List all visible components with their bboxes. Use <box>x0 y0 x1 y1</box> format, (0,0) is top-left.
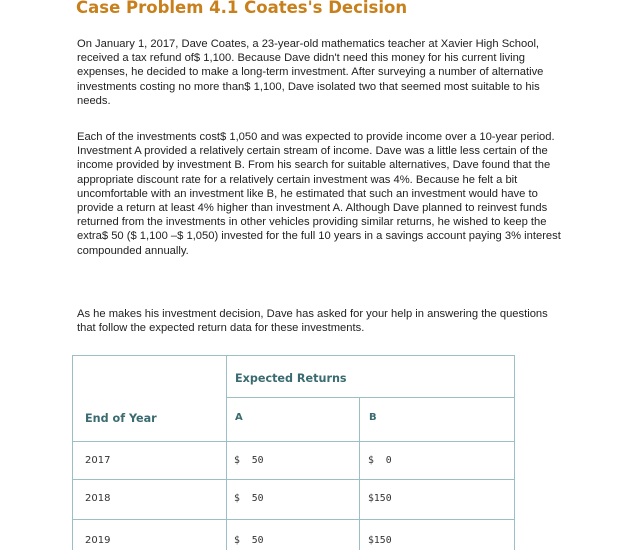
expected-returns-header: Expected Returns <box>235 372 347 385</box>
column-b-header: B <box>369 412 377 423</box>
column-a-header: A <box>235 412 243 423</box>
table-rule <box>72 441 515 442</box>
paragraph-investments: Each of the investments cost$ 1,050 and was expected to provide income over a 10-year period. Investment A provided a relatively certain stream of income. Dave was a little less certain of the income provided by investment B. From his search for suitable alternatives, Dave found that the appropriate discount rate for a relatively certain investment was 4%. Because he felt a bit uncomfortable with an investment like B, he estimated that such an investment would have to provide a return at least 4% higher than investment A. Although Dave planned to reinvest funds returned from the investments in other vehicles providing similar returns, he wished to keep the extra$ 50 ($ 1,100 –$ 1,050) invested for the full 10 years in a savings account paying 3% interest compounded annually. <box>77 131 561 257</box>
table-row-value-a: $ 50 <box>234 455 264 466</box>
end-of-year-header: End of Year <box>85 412 157 425</box>
table-row-year: 2017 <box>85 455 111 466</box>
table-row-value-b: $ 0 <box>368 455 392 466</box>
table-row-year: 2019 <box>85 535 111 546</box>
page-title: Case Problem 4.1 Coates's Decision <box>76 0 408 17</box>
paragraph-intro: On January 1, 2017, Dave Coates, a 23-year-old mathematics teacher at Xavier High School, received a tax refund of$ 1,100. Because Dave didn't need this money for his current living expenses, he decided to make a long-term investment. After surveying a number of alternative investments costing no more than$ 1,100, Dave isolated two that seemed most suitable to his needs. <box>77 38 544 107</box>
table-row-value-b: $150 <box>368 535 392 546</box>
table-rule <box>72 479 515 480</box>
table-rule <box>72 519 515 520</box>
table-rule <box>226 397 515 398</box>
table-row-value-a: $ 50 <box>234 535 264 546</box>
table-row-value-a: $ 50 <box>234 493 264 504</box>
table-divider <box>359 397 360 550</box>
paragraph-request: As he makes his investment decision, Dave has asked for your help in answering the questions that follow the expected return data for these investments. <box>77 308 548 335</box>
table-divider <box>226 355 227 550</box>
table-row-year: 2018 <box>85 493 111 504</box>
table-row-value-b: $150 <box>368 493 392 504</box>
